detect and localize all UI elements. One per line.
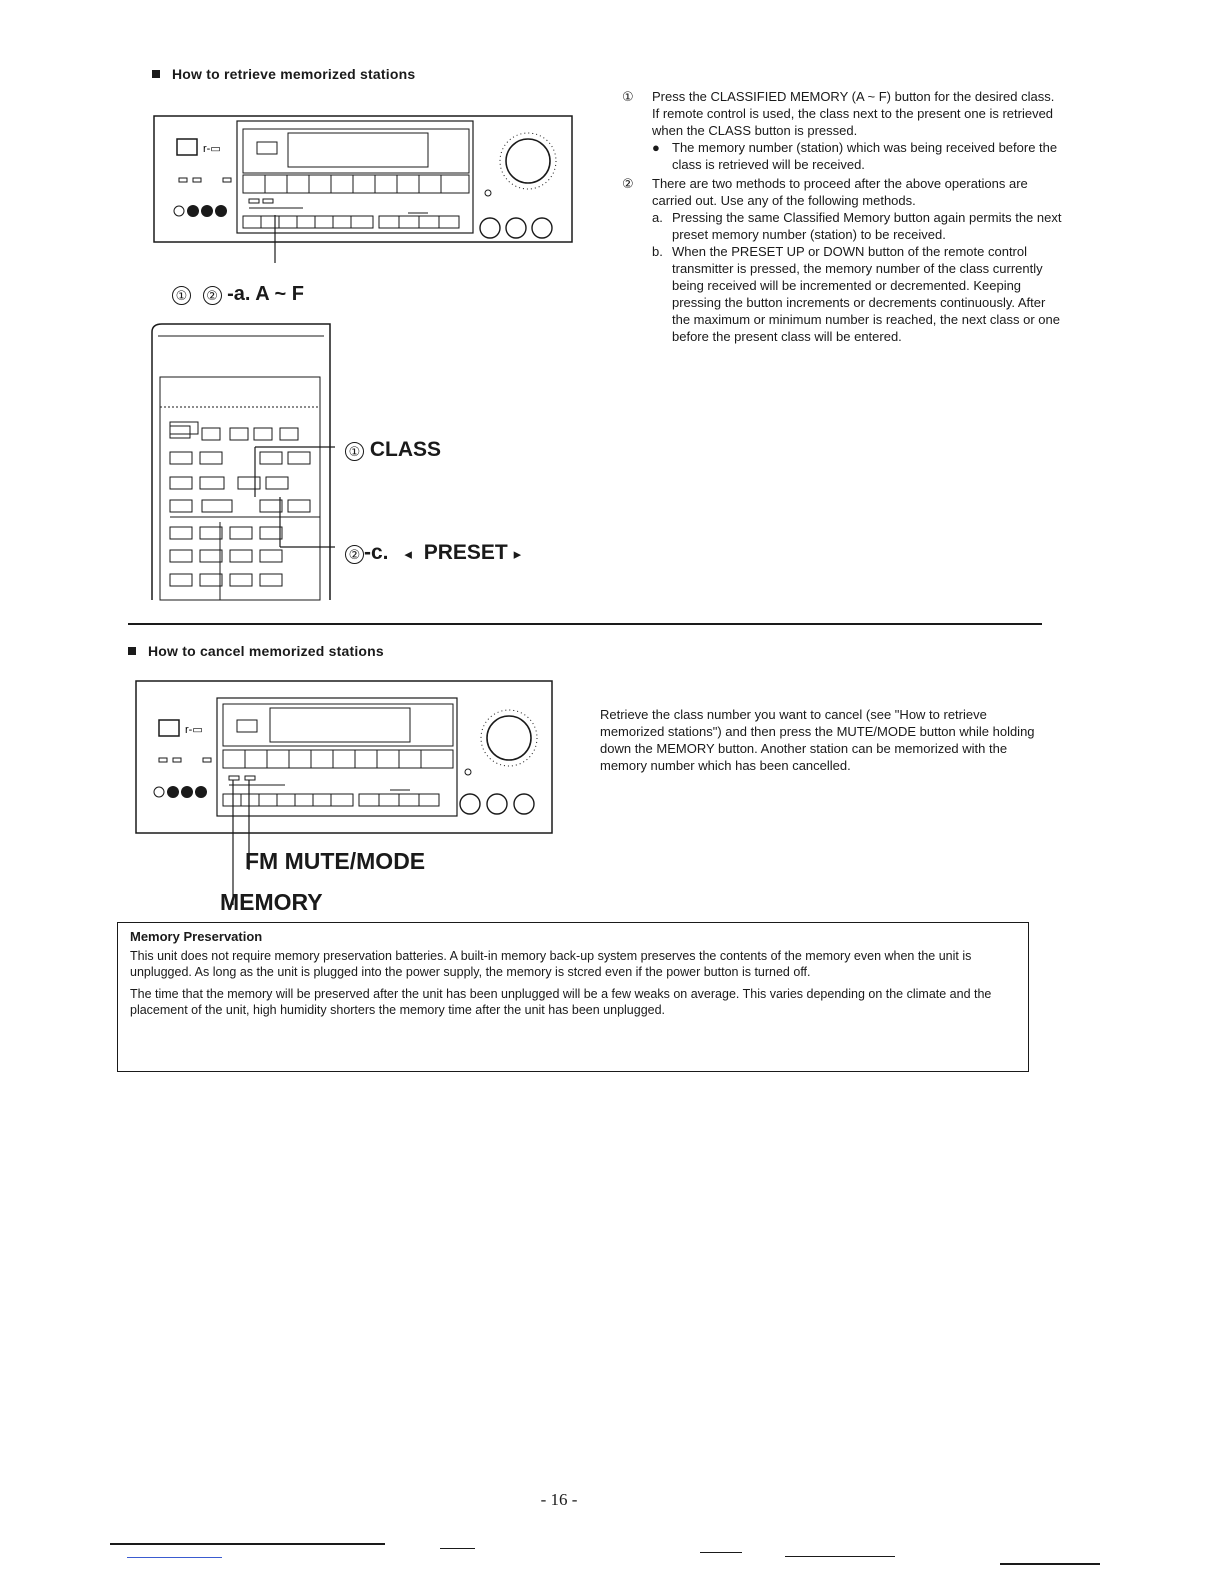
svg-text:r-▭: r-▭ (203, 143, 221, 155)
bottom-rule-3 (700, 1552, 742, 1553)
preset-up-icon: ▸ (513, 546, 522, 563)
classified-memory-callout: ① ② -a. A ~ F (172, 283, 304, 306)
memory-preservation-para-2: The time that the memory will be preserved after the unit has been unplugged will be a few weaks on average. This varies depending on the climate and the placement of the unit, high humidity shorters the memory time after the unit has been unplugged. (130, 987, 992, 1017)
memory-label: MEMORY (220, 889, 323, 915)
preset-down-icon: ◂ (404, 546, 412, 563)
svg-text:r-▭: r-▭ (185, 724, 203, 736)
memory-preservation-title: Memory Preservation (130, 929, 263, 944)
section-divider (128, 623, 1042, 625)
bullet-square-icon (128, 647, 136, 655)
step-2: ② There are two methods to proceed after the above operations are carried out. Use any of the following methods. a. Pressing the same Classified Memory button again permits the next preset memory number (station) to be received. b. When the PRESET UP or DOWN button of the remote control transmitter is pressed, the memory number of the class currently being received will be incremented or decremented. Keeping pressing the button increments or decrements continuously. After the maximum or minimum number is reached, the next class or one before the present class will be entered. (622, 176, 1062, 344)
receiver-diagram-1 (153, 115, 578, 265)
cancel-instructions: Retrieve the class number you want to cancel (see "How to retrieve memorized stations") and then press the MUTE/MODE button while holding down the MEMORY button. Another station can be memorized with the memory number which has been cancelled. (600, 707, 1035, 773)
bottom-rule-5 (1000, 1563, 1100, 1565)
step-1: ① Press the CLASSIFIED MEMORY (A ~ F) button for the desired class. If remote control is used, the class next to the present one is retrieved when the CLASS button is pressed. ● The memory number (station) which was being received before the class is retrieved will be received. (652, 88, 1062, 173)
memory-preservation-para-1: This unit does not require memory preservation batteries. A built-in memory back-up system preserves the contents of the memory even when the unit is unplugged. As long as the unit is plugged into the power supply, the memory is stcred even if the power button is turned off. (130, 949, 972, 979)
receiver-diagram-2 (135, 680, 560, 915)
remote-control-diagram (150, 322, 335, 602)
page-number: - 16 - (540, 1490, 578, 1509)
bottom-rule-4 (785, 1556, 895, 1557)
retrieve-steps (622, 88, 1062, 347)
step-2a: a. Pressing the same Classified Memory button again permits the next preset memory number (station) to be received. (652, 210, 1062, 242)
class-callout: ① CLASS (345, 438, 441, 462)
step-1-note: ● The memory number (station) which was being received before the class is retrieved will be received. (652, 140, 1058, 172)
bullet-square-icon (152, 70, 160, 78)
memory-preservation-box (117, 922, 1029, 1072)
bottom-rule-blue (127, 1557, 222, 1558)
bottom-rule-2 (440, 1548, 475, 1549)
bottom-rule-1 (110, 1543, 385, 1545)
step-2b: b. When the PRESET UP or DOWN button of the remote control transmitter is pressed, the memory number of the class currently being received will be incremented or decremented. Keeping pressing the button increments or decrements continuously. After the maximum or minimum number is reached, the next class or one before the present class will be entered. (652, 244, 1060, 344)
preset-callout: ② -c. ◂ PRESET ▸ (345, 541, 521, 565)
section-heading-cancel: How to cancel memorized stations (128, 643, 384, 659)
fm-mute-mode-label: FM MUTE/MODE (245, 848, 426, 874)
bullet-dot-icon: ● (652, 140, 660, 155)
section-heading-retrieve: How to retrieve memorized stations (152, 66, 415, 82)
